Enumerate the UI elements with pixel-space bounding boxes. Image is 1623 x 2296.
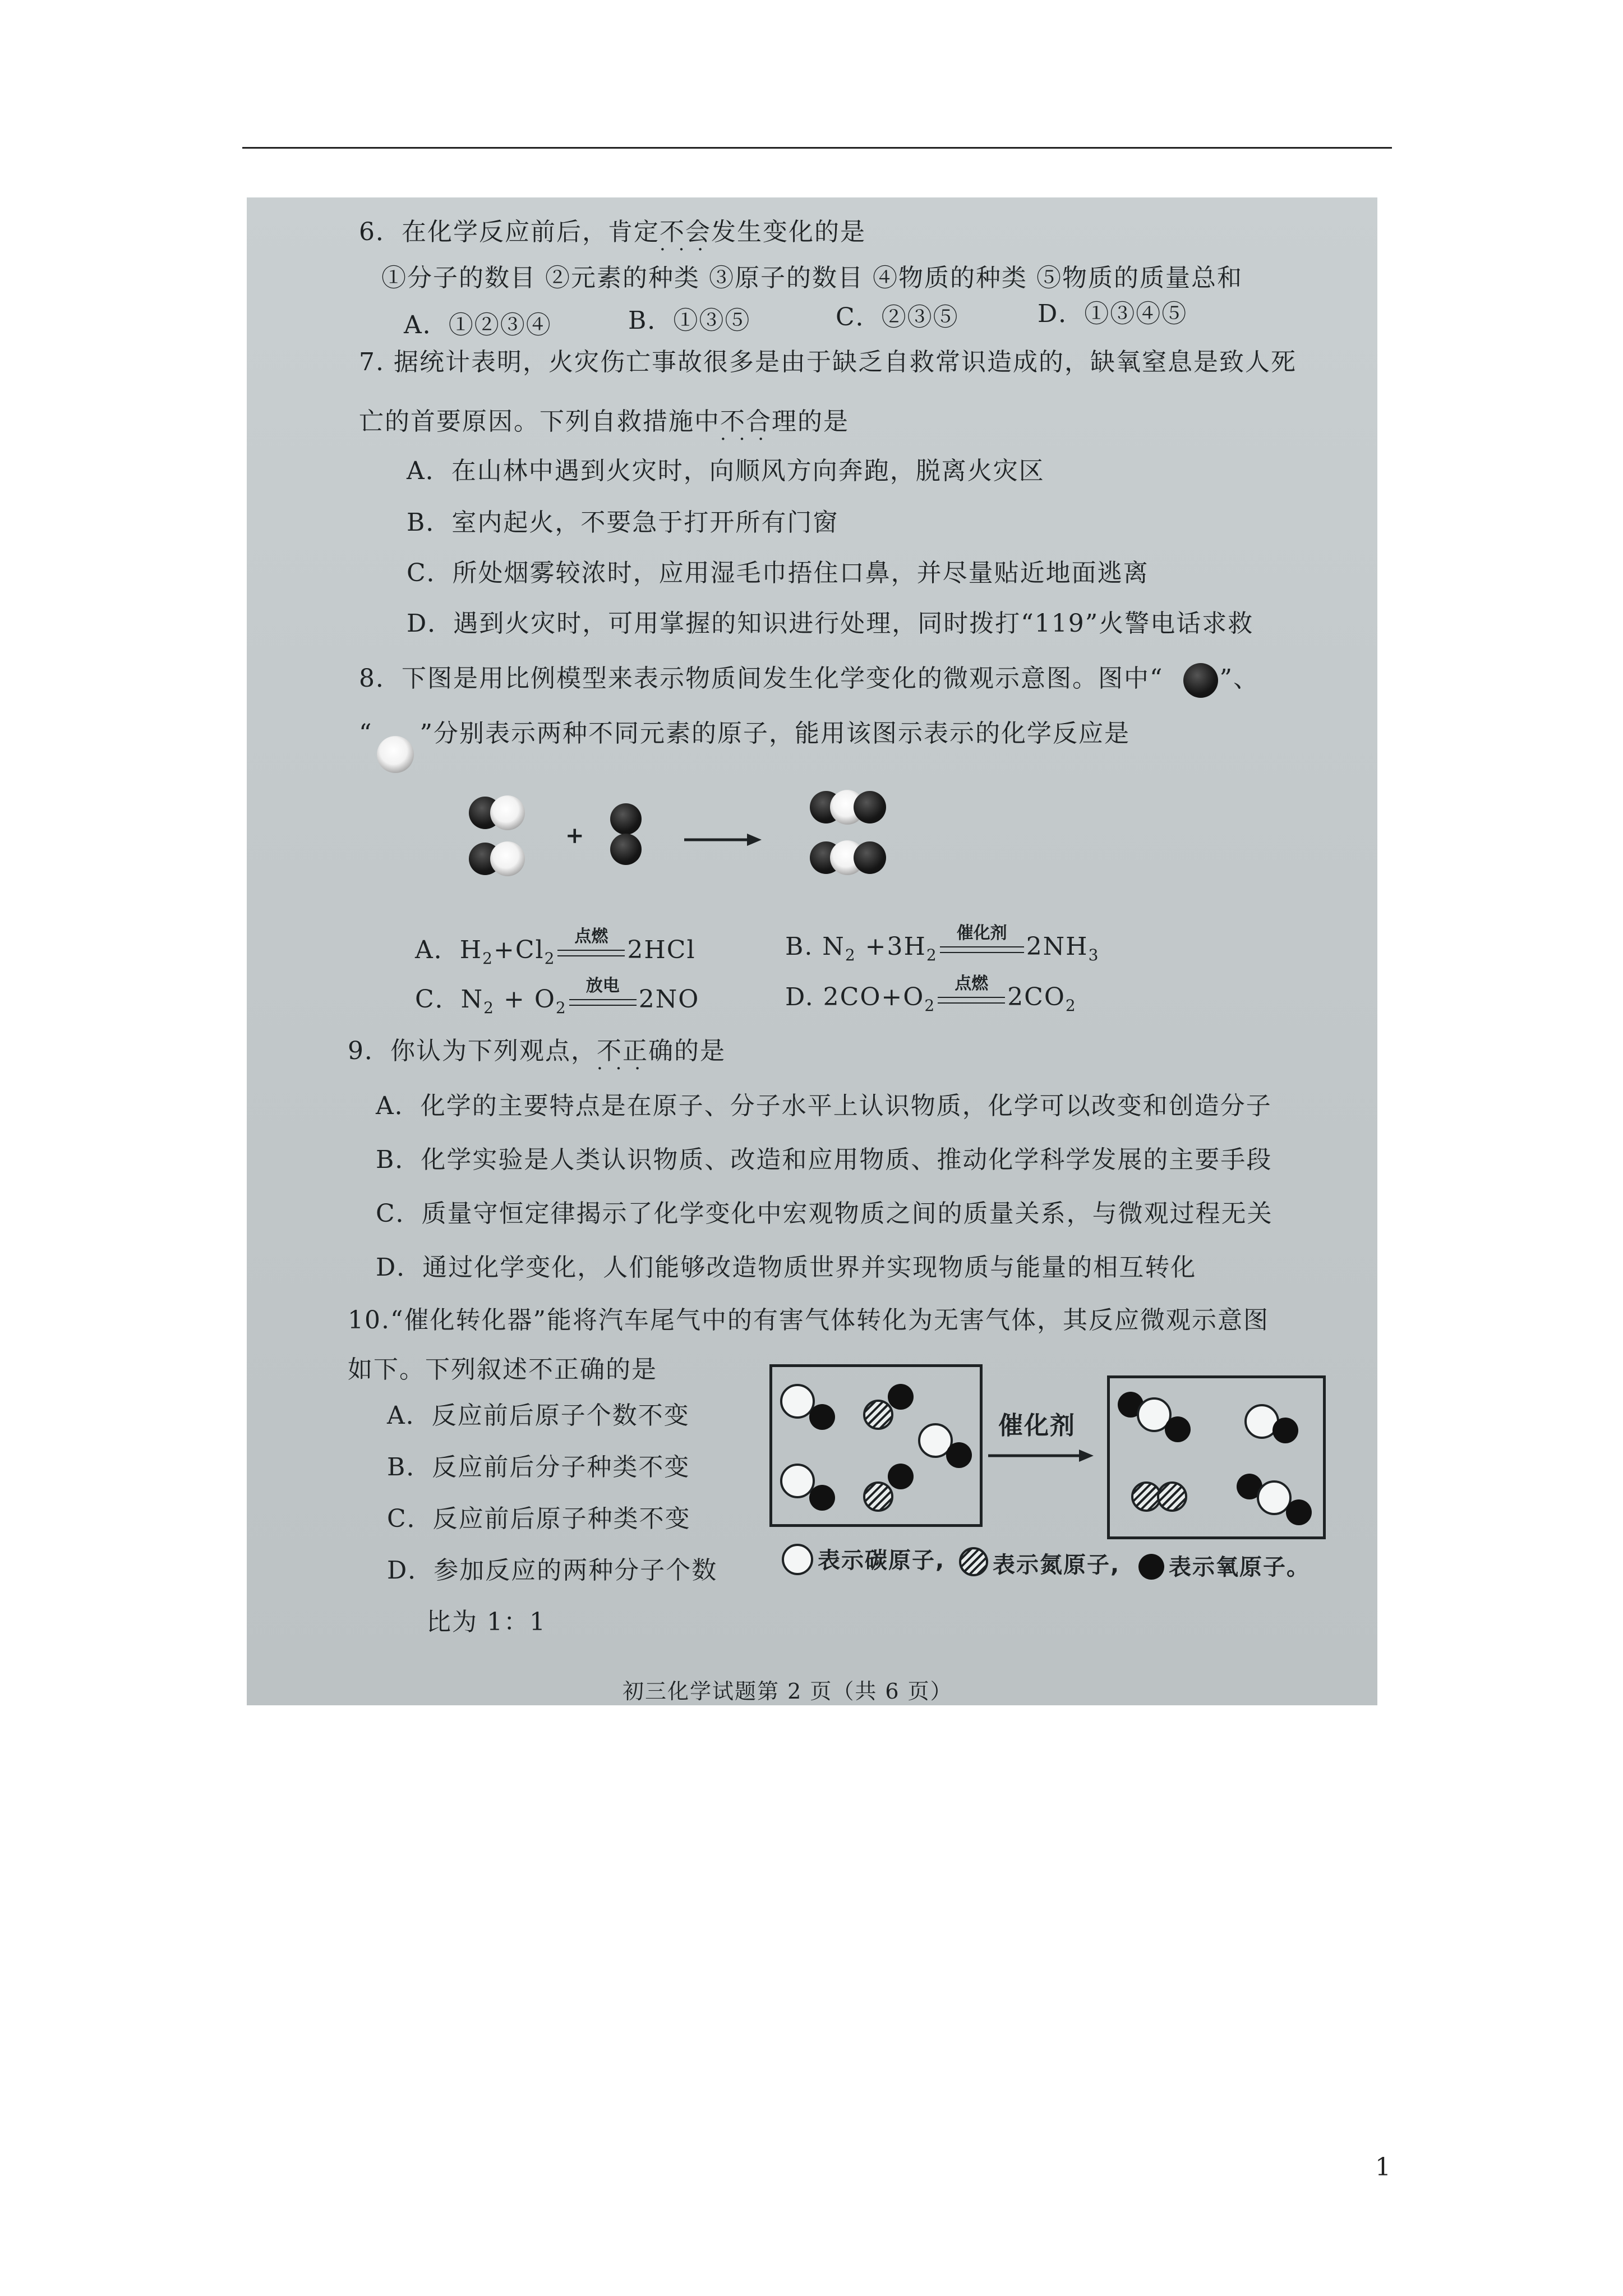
reaction-arrow-icon <box>988 1447 1095 1464</box>
q9-stem: 9．你认为下列观点，不 · · ·正确的是 <box>348 1039 726 1064</box>
q10-stem-line1: 10.“催化转化器”能将汽车尾气中的有害气体转化为无害气体，其反应微观示意图 <box>348 1306 1269 1335</box>
q6-option-a: A．①②③④ <box>404 311 552 339</box>
oxygen-atom-icon <box>1286 1499 1312 1525</box>
legend-carbon: 表示碳原子, <box>818 1548 946 1573</box>
q8-option-d: D. $2CO+O_2$ 点燃 $2CO_2$ <box>785 973 1077 1015</box>
dark-atom-icon <box>610 834 642 865</box>
q7-stem-line2: 亡的首要原因。下列自救措施中不合 · · ·理的是 <box>359 409 849 434</box>
nitrogen-atom-icon <box>959 1547 988 1576</box>
oxygen-atom-icon <box>809 1404 835 1430</box>
q10-option-b: B．反应前后分子种类不变 <box>387 1453 690 1481</box>
q9-option-d: D．通过化学变化，人们能够改造物质世界并实现物质与能量的相互转化 <box>376 1253 1197 1282</box>
q6-option-d: D．①③④⑤ <box>1038 300 1188 328</box>
oxygen-atom-icon <box>946 1442 972 1468</box>
oxygen-atom-icon <box>1272 1418 1298 1443</box>
header-rule <box>242 147 1392 149</box>
q7-stem-line1: 7. 据统计表明，火灾伤亡事故很多是由于缺乏自救常识造成的，缺氧窒息是致人死 <box>359 348 1297 376</box>
page-number: 1 <box>1375 2153 1391 2182</box>
q6-option-b: B．①③⑤ <box>628 306 751 335</box>
q6-items: ①分子的数目 ②元素的种类 ③原子的数目 ④物质的种类 ⑤物质的质量总和 <box>381 264 1243 292</box>
photo-footer: 初三化学试题第 2 页（共 6 页） <box>623 1679 953 1704</box>
legend-nitrogen: 表示氮原子, <box>993 1552 1121 1578</box>
q9-option-a: A．化学的主要特点是在原子、分子水平上认识物质，化学可以改变和创造分子 <box>376 1092 1272 1120</box>
q10-option-a: A．反应前后原子个数不变 <box>387 1401 690 1430</box>
q10-option-c: C．反应前后原子种类不变 <box>387 1504 691 1533</box>
nitrogen-atom-icon <box>1157 1481 1187 1512</box>
q7-option-a: A．在山林中遇到火灾时，向顺风方向奔跑，脱离火灾区 <box>407 457 1045 485</box>
dark-atom-icon <box>854 791 886 823</box>
carbon-atom-icon <box>782 1544 813 1575</box>
before-reaction-box <box>769 1364 983 1527</box>
q9-option-b: B．化学实验是人类认识物质、改造和应用物质、推动化学科学发展的主要手段 <box>376 1145 1272 1174</box>
reaction-arrow-icon <box>684 831 763 848</box>
q6-option-c: C．②③⑤ <box>836 303 959 332</box>
scanned-exam-photo <box>247 197 1377 1705</box>
plus-sign: + <box>565 822 585 849</box>
after-reaction-box <box>1107 1375 1326 1539</box>
dark-atom-icon <box>1183 663 1218 698</box>
light-atom-icon <box>490 841 525 876</box>
light-atom-icon <box>490 795 525 830</box>
legend-oxygen: 表示氧原子。 <box>1169 1554 1310 1580</box>
nitrogen-atom-icon <box>863 1400 893 1430</box>
q8-option-c: C．$N_2 + O_2$ 放电 2NO <box>415 976 700 1017</box>
q8-stem-line2: “ ”分别表示两种不同元素的原子，能用该图示表示的化学反应是 <box>359 719 1130 748</box>
q7-option-d: D．遇到火灾时，可用掌握的知识进行处理，同时拨打“119”火警电话求救 <box>407 609 1254 638</box>
catalyst-label: 催化剂 <box>998 1411 1076 1440</box>
light-atom-icon <box>377 736 414 773</box>
nitrogen-atom-icon <box>863 1481 893 1512</box>
q7-option-c: C．所处烟雾较浓时，应用湿毛巾捂住口鼻，并尽量贴近地面逃离 <box>407 559 1149 587</box>
oxygen-atom-icon <box>888 1384 914 1410</box>
oxygen-atom-icon <box>1165 1416 1191 1442</box>
oxygen-atom-icon <box>809 1485 835 1511</box>
q10-option-d-cont: 比为 1：1 <box>426 1608 546 1636</box>
q9-option-c: C．质量守恒定律揭示了化学变化中宏观物质之间的质量关系，与微观过程无关 <box>376 1199 1273 1228</box>
q8-option-a: A．$H_2+Cl_2$ 点燃 2HCl <box>415 926 696 968</box>
q8-option-b: B. $N_2 +3H_2$ 催化剂 $2NH_3$ <box>785 923 1100 964</box>
oxygen-atom-icon <box>888 1464 914 1489</box>
q7-option-b: B．室内起火，不要急于打开所有门窗 <box>407 508 839 537</box>
dark-atom-icon <box>610 803 642 835</box>
q6-stem: 6．在化学反应前后，肯定不会 · · ·发生变化的是 <box>359 220 866 245</box>
q8-stem-line1: 8．下图是用比例模型来表示物质间发生化学变化的微观示意图。图中“ ”、 <box>359 664 1259 693</box>
q10-stem-line2: 如下。下列叙述不正确的是 <box>348 1355 657 1384</box>
oxygen-atom-icon <box>1138 1554 1164 1580</box>
q10-option-d: D．参加反应的两种分子个数 <box>387 1556 718 1585</box>
dark-atom-icon <box>854 841 886 874</box>
